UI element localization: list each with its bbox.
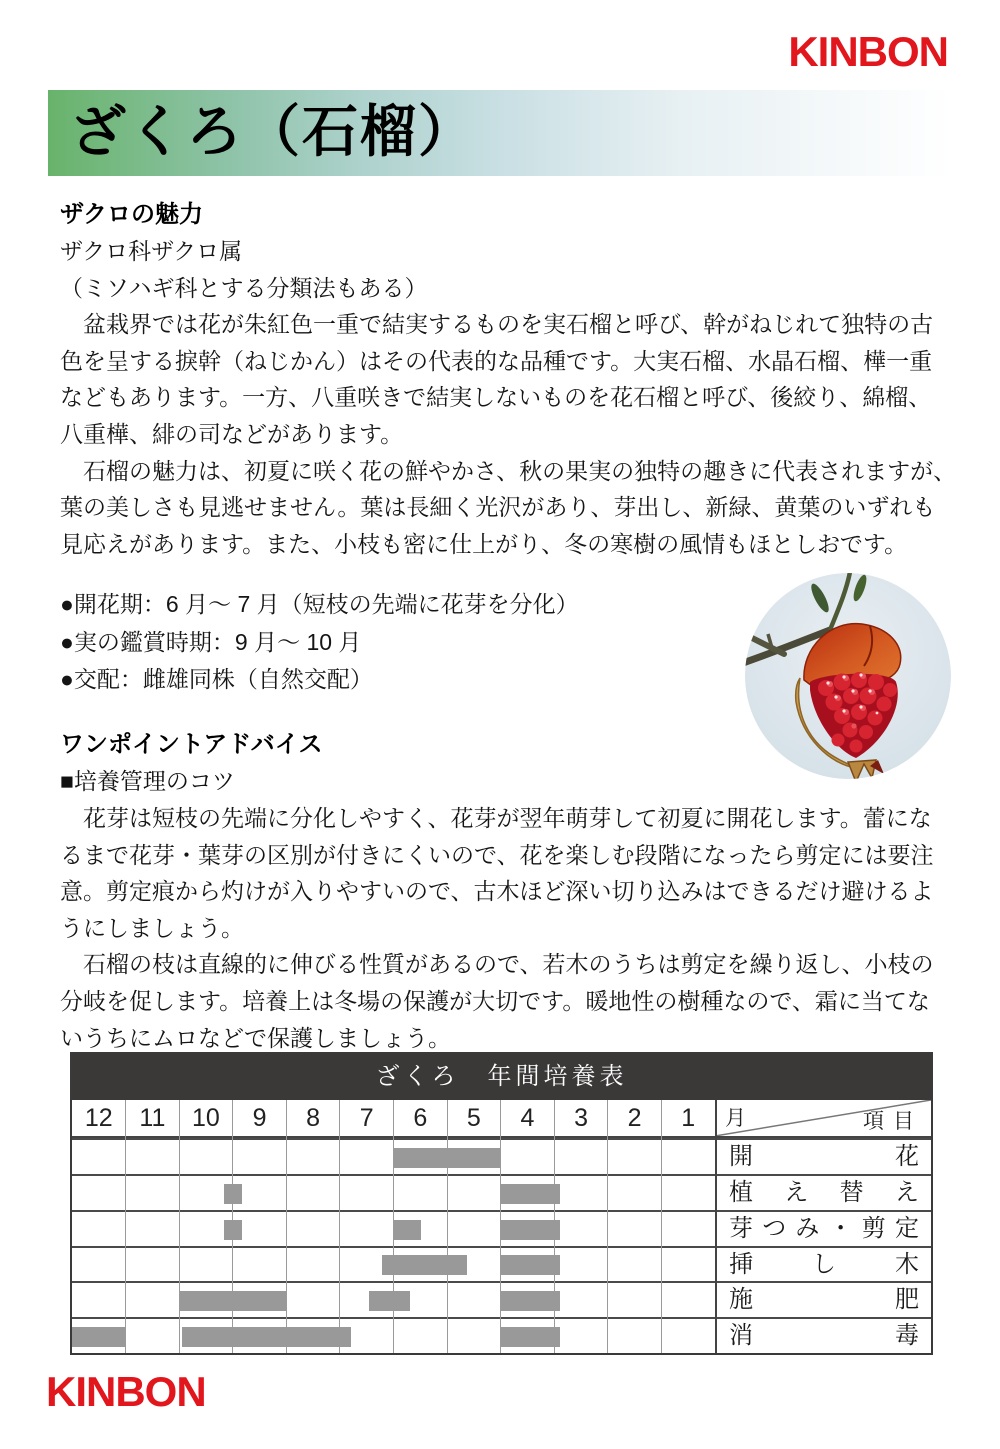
activity-bar <box>501 1255 560 1275</box>
key-facts <box>60 586 579 699</box>
grid-line-vertical <box>607 1100 608 1353</box>
advice-line: るまで花芽・葉芽の区別が付きにくいので、花を楽しむ段階になったら剪定には要注 <box>60 841 934 868</box>
intro-line: （ミソハギ科とする分類法もある） <box>60 274 428 301</box>
advice-subheading: ■培養管理のコツ <box>60 768 235 794</box>
kinbon-logo-bottom: KINBON <box>46 1368 206 1415</box>
advice-heading: ワンポイントアドバイス <box>60 731 323 758</box>
activity-bar <box>501 1291 560 1311</box>
kinbon-logo-top: KINBON <box>788 28 948 75</box>
section-advice <box>60 726 934 1056</box>
advice-line: うにしましょう。 <box>60 914 244 941</box>
section-intro <box>60 196 956 562</box>
row-label: 挿し木 <box>715 1248 931 1282</box>
table-title: ざくろ 年間培養表 <box>72 1054 931 1100</box>
grid-line-vertical <box>447 1100 448 1353</box>
intro-line: 見応えがあります。また、小枝も密に仕上がり、冬の寒樹の風情もほとしおです。 <box>60 530 908 557</box>
intro-line: 盆栽界では花が朱紅色一重で結実するものを実石榴と呼び、幹がねじれて独特の古 <box>60 311 934 338</box>
grid-line-vertical <box>179 1100 180 1353</box>
grid-line-vertical <box>286 1100 287 1353</box>
month-header-cell: 4 <box>520 1104 535 1132</box>
intro-line: 色を呈する捩幹（ねじかん）はその代表的な品種です。大実石榴、水晶石榴、樺一重 <box>60 347 933 374</box>
activity-bar <box>179 1291 286 1311</box>
corner-month-label: 月 <box>725 1107 746 1130</box>
activity-bar <box>394 1220 422 1240</box>
month-header-cell: 12 <box>84 1104 113 1132</box>
row-label: 施肥 <box>715 1283 931 1317</box>
activity-bar <box>501 1184 560 1204</box>
activity-bar <box>501 1327 560 1347</box>
grid-line-vertical <box>125 1100 126 1353</box>
row-label: 開花 <box>715 1140 931 1174</box>
row-label: 植え替え <box>715 1176 931 1210</box>
activity-bar <box>224 1220 242 1240</box>
page-title: ざくろ（石榴） <box>70 102 476 164</box>
advice-body <box>60 800 934 1056</box>
month-header-cell: 7 <box>359 1104 374 1132</box>
grid-line-vertical <box>339 1100 340 1353</box>
intro-line: 八重樺、緋の司などがあります。 <box>60 420 404 447</box>
activity-bar <box>182 1327 351 1347</box>
month-header-cell: 3 <box>574 1104 588 1132</box>
month-header-cell: 1 <box>681 1104 696 1132</box>
key-fact-line: ●開花期：6 月～ 7 月（短枝の先端に花芽を分化） <box>60 591 579 617</box>
intro-line: 石榴の魅力は、初夏に咲く花の鮮やかさ、秋の果実の独特の趣きに代表されますが、 <box>60 457 957 484</box>
table-month-header <box>72 1100 931 1138</box>
table-row <box>72 1281 931 1317</box>
month-header-cell: 2 <box>627 1104 642 1132</box>
advice-line: 石榴の枝は直線的に伸びる性質があるので、若木のうちは剪定を繰り返し、小枝の <box>60 951 934 978</box>
key-fact-line: ●実の鑑賞時期：9 月～ 10 月 <box>60 628 362 655</box>
activity-bar <box>382 1255 468 1275</box>
title-banner <box>48 90 952 176</box>
row-label: 芽つみ・剪定 <box>715 1212 931 1246</box>
advice-line: 分岐を促します。培養上は冬場の保護が大切です。暖地性の樹種なので、霜に当てな <box>60 987 930 1014</box>
grid-line-vertical <box>715 1100 717 1353</box>
row-label: 消毒 <box>715 1319 931 1353</box>
table-row <box>72 1174 931 1210</box>
advice-line: いうちにムロなどで保護しましょう。 <box>60 1024 451 1051</box>
cultivation-table <box>70 1052 933 1355</box>
activity-bar <box>224 1184 242 1204</box>
activity-bar <box>501 1220 560 1240</box>
table-corner-cell <box>715 1100 931 1136</box>
month-header-cell: 8 <box>306 1104 321 1132</box>
table-row <box>72 1246 931 1282</box>
month-header-cell: 9 <box>252 1104 267 1132</box>
month-header-cell: 6 <box>413 1104 428 1132</box>
activity-bar <box>72 1327 126 1347</box>
table-row <box>72 1317 931 1353</box>
advice-line: 花芽は短枝の先端に分化しやすく、花芽が翌年萌芽して初夏に開花します。蕾にな <box>60 805 932 831</box>
activity-bar <box>369 1291 409 1311</box>
intro-body <box>60 233 956 562</box>
intro-line: 葉の美しさも見逃せません。葉は長細く光沢があり、芽出し、新緑、黄葉のいずれも <box>60 494 936 521</box>
intro-line: などもあります。一方、八重咲きで結実しないものを花石榴と呼び、後絞り、綿榴、 <box>60 384 932 411</box>
key-fact-line: ●交配：雌雄同株（自然交配） <box>60 666 373 692</box>
activity-bar <box>394 1148 501 1168</box>
month-header-cell: 5 <box>466 1104 481 1132</box>
advice-line: 意。剪定痕から灼けが入りやすいので、古木ほど深い切り込みはできるだけ避けるよ <box>60 878 934 905</box>
grid-line-vertical <box>661 1100 662 1353</box>
intro-heading: ザクロの魅力 <box>60 201 204 228</box>
table-row <box>72 1138 931 1174</box>
month-header-cell: 11 <box>139 1104 166 1132</box>
corner-item-label: 項目 <box>863 1110 923 1133</box>
table-row <box>72 1210 931 1246</box>
intro-line: ザクロ科ザクロ属 <box>60 238 243 264</box>
month-header-cell: 10 <box>192 1104 220 1132</box>
